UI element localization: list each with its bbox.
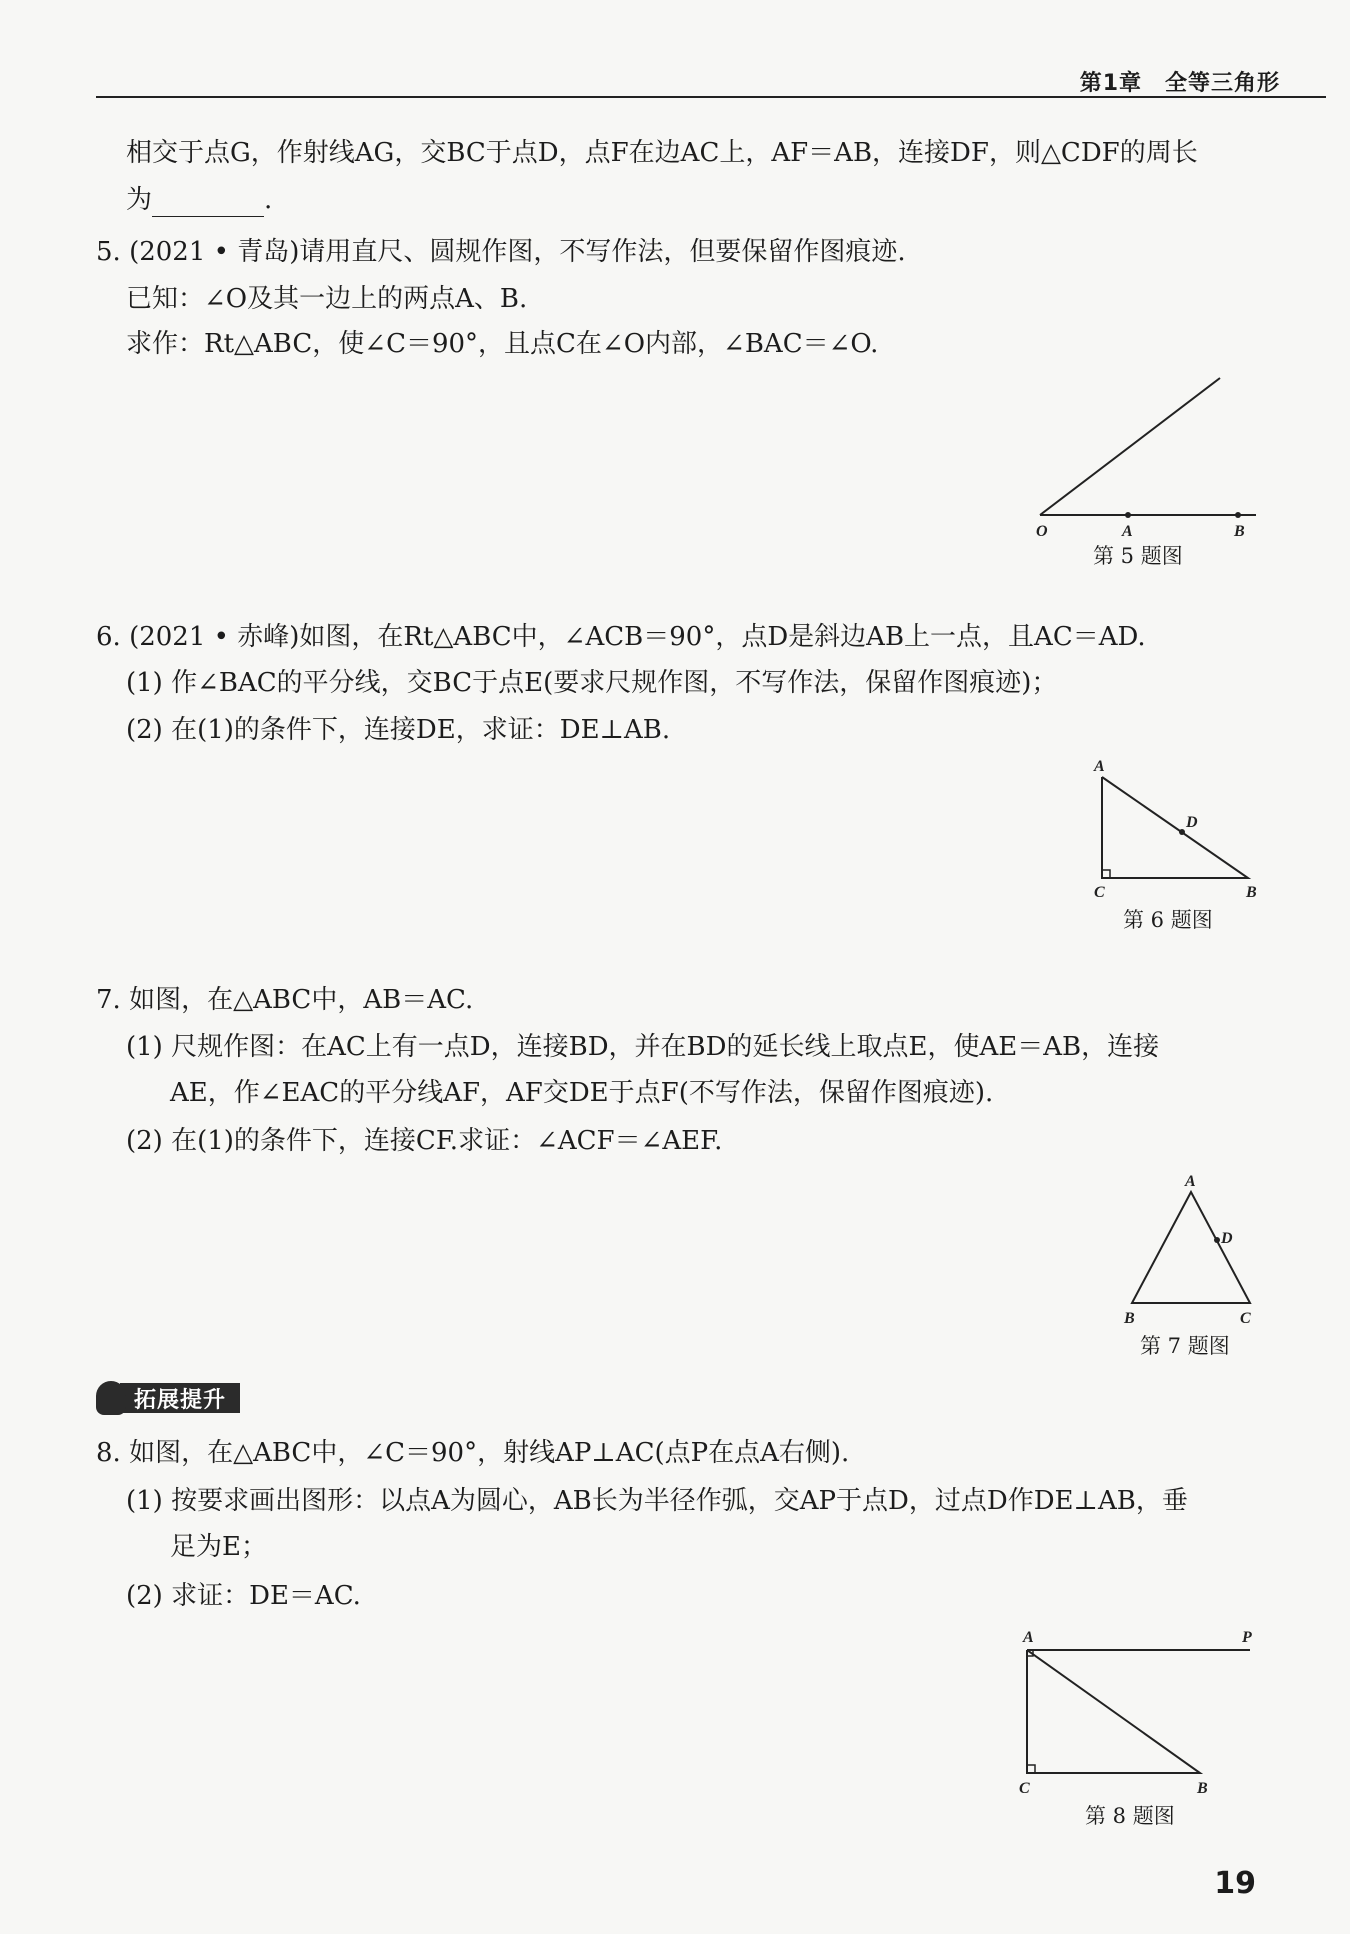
q7-line-1: 7. 如图，在△ABC中，AB＝AC. xyxy=(96,985,474,1015)
q8-label-c: C xyxy=(1019,1780,1030,1797)
q6-line-2: (1) 作∠BAC的平分线，交BC于点E(要求尺规作图，不写作法，保留作图痕迹)； xyxy=(126,668,1058,698)
section-badge xyxy=(96,1380,246,1416)
q7-line-4: (2) 在(1)的条件下，连接CF.求证：∠ACF＝∠AEF. xyxy=(126,1126,723,1156)
q5-label-o: O xyxy=(1036,523,1048,540)
q7-point-d xyxy=(1214,1237,1220,1243)
page-number: 19 xyxy=(1214,1866,1256,1901)
figure-q5 xyxy=(1020,370,1270,540)
q5-ray-upper xyxy=(1040,378,1220,515)
q8-right-angle-mark-c xyxy=(1027,1765,1035,1773)
q7-label-c: C xyxy=(1240,1310,1251,1327)
q6-line-1: 6. (2021 • 赤峰)如图，在Rt△ABC中，∠ACB＝90°，点D是斜边AB上一点，且AC＝AD. xyxy=(96,622,1146,652)
q8-label-a: A xyxy=(1023,1629,1034,1646)
q8-triangle xyxy=(1027,1650,1200,1773)
q6-label-c: C xyxy=(1094,884,1105,901)
header-rule xyxy=(96,96,1326,98)
figure-q8 xyxy=(1010,1625,1270,1810)
q5-line-3: 求作：Rt△ABC，使∠C＝90°，且点C在∠O内部，∠BAC＝∠O. xyxy=(126,329,879,359)
q7-label-b: B xyxy=(1124,1310,1135,1327)
q8-line-4: (2) 求证：DE＝AC. xyxy=(126,1581,361,1611)
q8-line-1: 8. 如图，在△ABC中，∠C＝90°，射线AP⊥AC(点P在点A右侧). xyxy=(96,1438,850,1468)
q8-line-2: (1) 按要求画出图形：以点A为圆心，AB长为半径作弧，交AP于点D，过点D作DE⊥AB，垂 xyxy=(126,1486,1188,1516)
lightbulb-icon xyxy=(96,1381,126,1415)
q6-label-b: B xyxy=(1246,884,1257,901)
q4-line-2 xyxy=(126,183,272,217)
q6-caption: 第 6 题图 xyxy=(1123,908,1213,932)
q6-label-a: A xyxy=(1094,758,1105,775)
q6-triangle xyxy=(1102,777,1248,878)
q6-right-angle-mark xyxy=(1102,870,1110,878)
q7-line-3: AE，作∠EAC的平分线AF，AF交DE于点F(不写作法，保留作图痕迹). xyxy=(170,1078,994,1108)
q5-caption: 第 5 题图 xyxy=(1093,544,1183,568)
q7-label-a: A xyxy=(1185,1173,1196,1190)
q6-label-d: D xyxy=(1186,814,1198,831)
q7-triangle xyxy=(1132,1192,1250,1303)
q6-point-d xyxy=(1179,829,1185,835)
figure-q6 xyxy=(1080,755,1260,905)
q4-line-2-prefix: 为 xyxy=(126,185,153,215)
section-badge-label: 拓展提升 xyxy=(120,1383,240,1413)
q8-line-3: 足为E； xyxy=(170,1532,267,1562)
q5-point-a xyxy=(1125,512,1131,518)
q8-caption: 第 8 题图 xyxy=(1085,1804,1175,1828)
q5-label-a: A xyxy=(1122,523,1133,540)
q5-line-2: 已知：∠O及其一边上的两点A、B. xyxy=(126,284,528,314)
q4-line-2-suffix: . xyxy=(264,185,273,215)
q7-label-d: D xyxy=(1221,1230,1233,1247)
answer-blank xyxy=(152,192,264,217)
q7-line-2: (1) 尺规作图：在AC上有一点D，连接BD，并在BD的延长线上取点E，使AE＝AB，连接 xyxy=(126,1032,1160,1062)
q5-point-b xyxy=(1235,512,1241,518)
q5-line-1: 5. (2021 • 青岛)请用直尺、圆规作图，不写作法，但要保留作图痕迹. xyxy=(96,237,906,267)
chapter-header: 第1章 全等三角形 xyxy=(1079,71,1280,96)
q4-line-1: 相交于点G，作射线AG，交BC于点D，点F在边AC上，AF＝AB，连接DF，则△CDF的周长 xyxy=(126,138,1198,168)
q6-line-3: (2) 在(1)的条件下，连接DE，求证：DE⊥AB. xyxy=(126,715,671,745)
q5-label-b: B xyxy=(1234,523,1245,540)
q8-label-p: P xyxy=(1242,1629,1252,1646)
q8-label-b: B xyxy=(1197,1780,1208,1797)
q7-caption: 第 7 题图 xyxy=(1140,1334,1230,1358)
figure-q7 xyxy=(1120,1170,1270,1330)
